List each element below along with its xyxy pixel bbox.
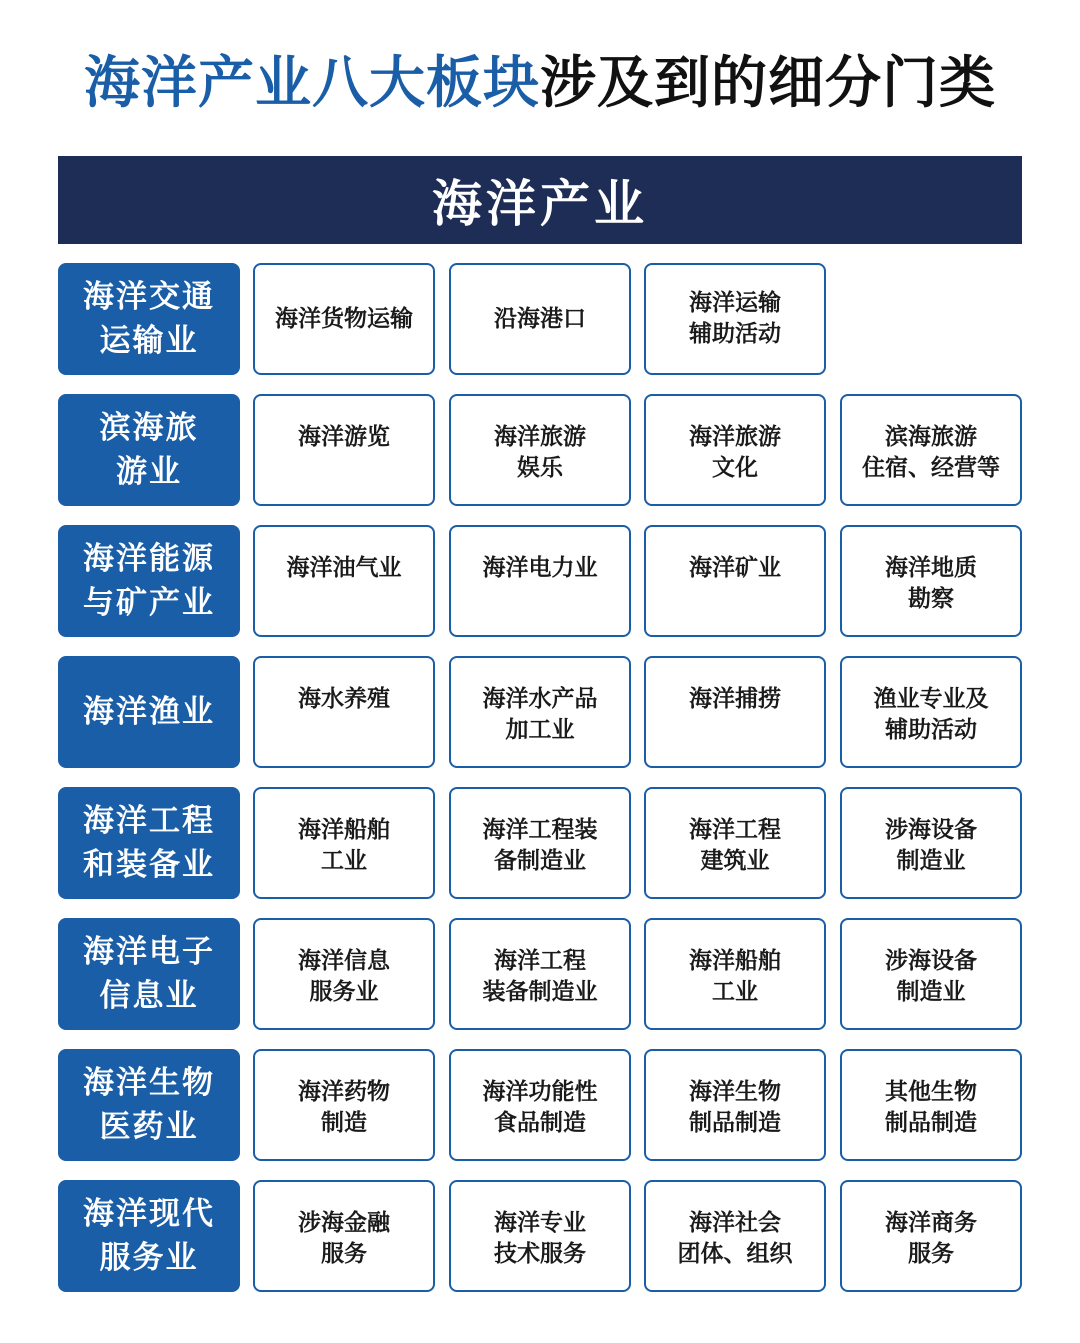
category-label-text	[83, 537, 215, 625]
subcategory-text	[261, 553, 427, 584]
subcategory-cell	[644, 656, 826, 768]
subcategory-line: 涉海设备	[885, 817, 977, 843]
subcategory-line: 海洋货物运输	[275, 305, 413, 332]
subcategory-text	[652, 422, 818, 484]
subcategory-line: 海洋地质	[885, 555, 977, 581]
subcategory-cell	[840, 918, 1022, 1030]
section-banner: 海洋产业	[58, 156, 1022, 244]
subcategory-line: 住宿、经营等	[862, 455, 1000, 481]
subcategory-cell	[253, 656, 435, 768]
subcategory-cell	[644, 787, 826, 899]
subcategory-line: 海洋工程装	[482, 817, 598, 843]
subcategory-line: 工业	[321, 848, 367, 874]
subcategory-cell	[253, 918, 435, 1030]
subcategory-line: 辅助活动	[689, 321, 781, 347]
subcategory-line: 海洋水产品	[482, 686, 598, 712]
subcategory-line: 涉海设备	[885, 948, 977, 974]
subcategory-line: 海洋信息	[298, 948, 390, 974]
subcategory-text	[848, 684, 1014, 746]
subcategory-line: 辅助活动	[885, 717, 977, 743]
subcategory-text	[457, 946, 623, 1008]
subcategory-line: 团体、组织	[677, 1241, 793, 1267]
industry-row	[58, 263, 1022, 375]
category-label-text	[83, 930, 215, 1018]
category-label-line: 海洋工程	[83, 803, 215, 839]
subcategory-text	[848, 1208, 1014, 1270]
category-label-text	[83, 799, 215, 887]
subcategory-cell	[253, 394, 435, 506]
subcategory-line: 装备制造业	[482, 979, 598, 1005]
subcategory-cell	[253, 787, 435, 899]
category-label-line: 海洋现代	[83, 1196, 215, 1232]
category-label-line: 海洋生物	[83, 1065, 215, 1101]
category-label-line: 与矿产业	[83, 585, 215, 621]
subcategory-line: 制品制造	[885, 1110, 977, 1136]
subcategory-text	[457, 684, 623, 746]
subcategory-text	[689, 288, 781, 350]
subcategory-line: 制造业	[896, 979, 966, 1005]
page-title	[0, 46, 1080, 122]
subcategory-line: 技术服务	[494, 1241, 586, 1267]
category-label	[58, 1049, 240, 1161]
industry-row	[58, 656, 1022, 768]
subcategory-line: 服务	[321, 1241, 367, 1267]
subcategory-line: 海洋电力业	[482, 555, 598, 581]
subcategory-text	[848, 946, 1014, 1008]
subcategory-line: 海洋生物	[689, 1079, 781, 1105]
subcategory-line: 海洋专业	[494, 1210, 586, 1236]
subcategory-line: 海洋商务	[885, 1210, 977, 1236]
subcategory-text	[652, 815, 818, 877]
subcategory-line: 其他生物	[885, 1079, 977, 1105]
subcategory-cell	[253, 1049, 435, 1161]
subcategory-text	[848, 1077, 1014, 1139]
subcategory-text	[457, 422, 623, 484]
subcategory-cell	[644, 525, 826, 637]
subcategory-text	[457, 553, 623, 584]
category-label-line: 医药业	[99, 1109, 199, 1145]
subcategory-cell	[644, 918, 826, 1030]
subcategory-cell	[449, 787, 631, 899]
subcategory-cell	[449, 525, 631, 637]
industry-row	[58, 787, 1022, 899]
subcategory-cell	[449, 918, 631, 1030]
subcategory-line: 勘察	[908, 586, 954, 612]
page-title-rest: 涉及到的细分门类	[540, 51, 996, 116]
subcategory-text	[457, 815, 623, 877]
subcategory-text	[261, 422, 427, 453]
subcategory-cell	[840, 656, 1022, 768]
subcategory-cell	[840, 525, 1022, 637]
category-label-text	[83, 275, 215, 363]
subcategory-text	[848, 422, 1014, 484]
subcategory-line: 海洋捕捞	[689, 686, 781, 712]
subcategory-line: 服务	[908, 1241, 954, 1267]
subcategory-line: 海洋工程	[494, 948, 586, 974]
subcategory-line: 海水养殖	[298, 686, 390, 712]
category-label-text	[100, 406, 199, 494]
category-label-line: 海洋能源	[83, 541, 215, 577]
industry-row	[58, 918, 1022, 1030]
subcategory-cell	[840, 394, 1022, 506]
category-label-line: 游业	[116, 454, 182, 490]
category-label-line: 服务业	[99, 1240, 199, 1276]
subcategory-line: 海洋社会	[689, 1210, 781, 1236]
category-label-line: 滨海旅	[99, 410, 199, 446]
subcategory-cell	[840, 1180, 1022, 1292]
industry-row	[58, 1049, 1022, 1161]
category-label-text	[83, 1192, 215, 1280]
subcategory-text	[261, 684, 427, 715]
subcategory-text	[457, 1077, 623, 1139]
subcategory-line: 滨海旅游	[885, 424, 977, 450]
subcategory-cell	[840, 787, 1022, 899]
subcategory-cell	[449, 394, 631, 506]
subcategory-cell	[644, 1049, 826, 1161]
subcategory-text	[652, 553, 818, 584]
subcategory-line: 海洋运输	[689, 290, 781, 316]
subcategory-text	[261, 1077, 427, 1139]
page-title-highlight: 海洋产业八大板块	[84, 51, 540, 116]
subcategory-line: 海洋矿业	[689, 555, 781, 581]
subcategory-cell	[253, 525, 435, 637]
industry-row	[58, 1180, 1022, 1292]
subcategory-line: 海洋旅游	[689, 424, 781, 450]
subcategory-line: 娱乐	[517, 455, 563, 481]
subcategory-line: 工业	[712, 979, 758, 1005]
category-label	[58, 263, 240, 375]
subcategory-line: 海洋旅游	[494, 424, 586, 450]
subcategory-cell	[253, 263, 435, 375]
subcategory-text	[261, 815, 427, 877]
subcategory-cell	[644, 1180, 826, 1292]
subcategory-line: 文化	[712, 455, 758, 481]
subcategory-line: 加工业	[505, 717, 575, 743]
category-label-line: 和装备业	[83, 847, 215, 883]
subcategory-text	[275, 304, 413, 335]
category-label-line: 信息业	[99, 978, 199, 1014]
subcategory-line: 服务业	[309, 979, 379, 1005]
subcategory-cell	[644, 394, 826, 506]
subcategory-text	[457, 1208, 623, 1270]
subcategory-text	[848, 553, 1014, 615]
category-label	[58, 787, 240, 899]
subcategory-line: 沿海港口	[494, 305, 586, 332]
subcategory-line: 海洋船舶	[298, 817, 390, 843]
subcategory-text	[261, 1208, 427, 1270]
subcategory-line: 海洋药物	[298, 1079, 390, 1105]
industry-row	[58, 525, 1022, 637]
subcategory-line: 海洋工程	[689, 817, 781, 843]
subcategory-cell	[253, 1180, 435, 1292]
subcategory-line: 备制造业	[494, 848, 586, 874]
subcategory-line: 涉海金融	[298, 1210, 390, 1236]
subcategory-text	[652, 1077, 818, 1139]
subcategory-line: 渔业专业及	[873, 686, 989, 712]
subcategory-cell	[449, 263, 631, 375]
subcategory-line: 制造	[321, 1110, 367, 1136]
category-label-line: 海洋电子	[83, 934, 215, 970]
subcategory-text	[261, 946, 427, 1008]
subcategory-cell	[449, 1180, 631, 1292]
category-label	[58, 656, 240, 768]
industry-row	[58, 394, 1022, 506]
subcategory-cell	[644, 263, 826, 375]
subcategory-line: 海洋功能性	[482, 1079, 598, 1105]
category-label-line: 运输业	[99, 323, 199, 359]
category-label	[58, 918, 240, 1030]
subcategory-text	[848, 815, 1014, 877]
category-label	[58, 525, 240, 637]
category-label-text	[83, 690, 215, 734]
subcategory-text	[652, 684, 818, 715]
subcategory-cell	[840, 1049, 1022, 1161]
category-label	[58, 394, 240, 506]
subcategory-cell	[449, 656, 631, 768]
subcategory-cell	[449, 1049, 631, 1161]
subcategory-line: 海洋游览	[298, 424, 390, 450]
category-label-line: 海洋渔业	[83, 694, 215, 730]
subcategory-text	[652, 946, 818, 1008]
subcategory-line: 海洋油气业	[286, 555, 402, 581]
subcategory-text	[652, 1208, 818, 1270]
subcategory-line: 海洋船舶	[689, 948, 781, 974]
subcategory-line: 建筑业	[700, 848, 770, 874]
category-label-line: 海洋交通	[83, 279, 215, 315]
subcategory-text	[494, 304, 586, 335]
subcategory-line: 制造业	[896, 848, 966, 874]
subcategory-line: 制品制造	[689, 1110, 781, 1136]
category-label	[58, 1180, 240, 1292]
category-label-text	[83, 1061, 215, 1149]
subcategory-line: 食品制造	[494, 1110, 586, 1136]
